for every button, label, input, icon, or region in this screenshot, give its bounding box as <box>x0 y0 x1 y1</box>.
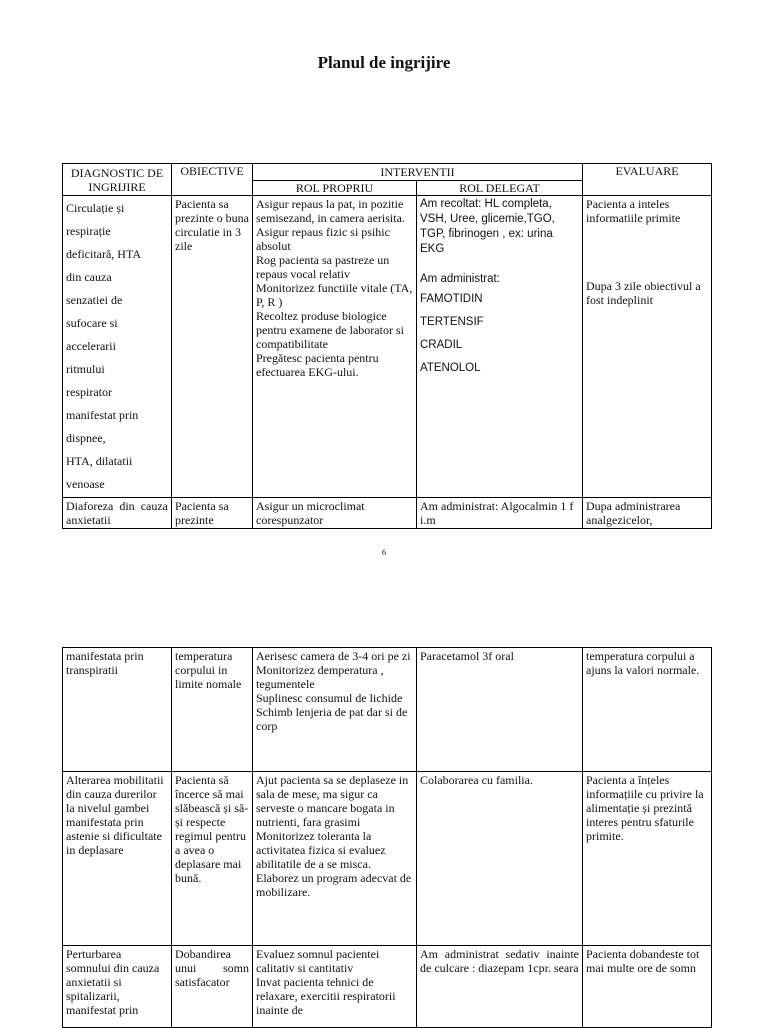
cell-obiective: Pacienta sa prezinte <box>172 498 253 529</box>
diagnostic-line: dispnee, <box>66 431 106 445</box>
evaluare-text: Dupa 3 zile obiectivul a fost indeplinit <box>586 279 701 307</box>
intervention-item: Pregătesc pacienta pentru efectuarea EKG-ului. <box>256 351 379 379</box>
intervention-item: Asigur repaus la pat, in pozitie semisezand, in camera aerisita. <box>256 197 405 225</box>
intervention-item: Evaluez somnul pacientei calitativ si cantitativ <box>256 947 380 975</box>
care-plan-table-page-1 <box>62 163 712 529</box>
header-evaluare: EVALUARE <box>583 164 712 196</box>
diagnostic-line: sufocare si <box>66 316 118 330</box>
medication-item: ATENOLOL <box>420 362 481 374</box>
header-rol-propriu: ROL PROPRIU <box>253 181 417 196</box>
cell-obiective: Pacienta sa prezinte o buna circulatie in 3 zile <box>172 196 253 498</box>
cell-evaluare: Pacienta dobandeste tot mai multe ore de somn <box>583 946 712 1028</box>
cell-evaluare: Pacienta a înțeles informațiile cu privire la alimentație și prezintă interes pentru sfaturile primite. <box>583 772 712 946</box>
intervention-item: Monitorizez functiile vitale (TA, P, R ) <box>256 281 413 309</box>
cell-evaluare <box>583 196 712 498</box>
cell-obiective: Dobandirea unui somn satisfacator <box>172 946 253 1028</box>
intervention-item: Elaborez un program adecvat de mobilizare. <box>256 871 412 899</box>
cell-evaluare: Dupa administrarea analgezicelor, <box>583 498 712 529</box>
header-obiective: OBIECTIVE <box>172 164 253 196</box>
cell-diagnostic: Alterarea mobilitatii din cauza durerilor la nivelul gambei manifestata prin astenie si dificultate in deplasare <box>63 772 172 946</box>
cell-obiective: temperatura corpului in limite nomale <box>172 648 253 772</box>
cell-diagnostic <box>63 196 172 498</box>
cell-obiective: Pacienta să încerce să mai slăbească și să-și respecte regimul pentru a avea o deplasare mai bună. <box>172 772 253 946</box>
cell-rol-delegat <box>417 196 583 498</box>
cell-rol-delegat: Paracetamol 3f oral <box>417 648 583 772</box>
page-number: 6 <box>382 548 386 557</box>
cell-diagnostic: manifestata prin transpiratii <box>63 648 172 772</box>
diagnostic-line: ritmului <box>66 362 105 376</box>
document-title: Planul de ingrijire <box>317 53 451 72</box>
diagnostic-line: respirație <box>66 224 111 238</box>
diagnostic-line: venoase <box>66 477 105 491</box>
diagnostic-line: accelerarii <box>66 339 116 353</box>
intervention-item: Rog pacienta sa pastreze un repaus vocal relativ <box>256 253 390 281</box>
intervention-item: Asigur repaus fizic si psihic absolut <box>256 225 390 253</box>
care-plan-table-page-2 <box>62 647 712 1028</box>
intervention-item: Monitorizez toleranta la activitatea fizica si evaluez abilitatile de a se misca. <box>256 829 386 871</box>
diagnostic-line: Circulație și <box>66 201 125 215</box>
cell-diagnostic: Diaforeza din cauza anxietatii <box>63 498 172 529</box>
cell-rol-delegat: Colaborarea cu familia. <box>417 772 583 946</box>
cell-rol-propriu <box>253 196 417 498</box>
recoltat-text: Am recoltat: HL completa, VSH, Uree, glicemie,TGO, TGP, fibrinogen , ex: urina EKG <box>420 198 555 255</box>
intervention-item: Aerisesc camera de 3-4 ori pe zi <box>256 649 411 663</box>
cell-evaluare: temperatura corpului a ajuns la valori normale. <box>583 648 712 772</box>
diagnostic-line: HTA, dilatatii <box>66 454 133 468</box>
intervention-item: Ajut pacienta sa se deplaseze in sala de mese, ma sigur ca serveste o mancare bogata in nutrienti, fara grasimi <box>256 773 409 829</box>
diagnostic-line: senzatiei de <box>66 293 123 307</box>
diagnostic-line: manifestat prin <box>66 408 139 422</box>
evaluare-text: Pacienta a inteles informatiile primite <box>586 197 681 225</box>
intervention-item: Schimb lenjeria de pat dar si de corp <box>256 705 408 733</box>
intervention-item: Invat pacienta tehnici de relaxare, exercitii respiratorii inainte de <box>256 975 396 1017</box>
header-rol-delegat: ROL DELEGAT <box>417 181 583 196</box>
diagnostic-line: din cauza <box>66 270 112 284</box>
medication-item: TERTENSIF <box>420 316 484 328</box>
intervention-item: Monitorizez demperatura , tegumentele <box>256 663 384 691</box>
cell-diagnostic: Perturbarea somnului din cauza anxietatii si spitalizarii, manifestat prin <box>63 946 172 1028</box>
diagnostic-line: respirator <box>66 385 112 399</box>
medication-item: CRADIL <box>420 339 463 351</box>
medication-item: FAMOTIDIN <box>420 293 483 305</box>
header-diagnostic: DIAGNOSTIC DE INGRIJIRE <box>63 164 172 196</box>
diagnostic-line: deficitară, HTA <box>66 247 141 261</box>
header-interventii: INTERVENTII <box>253 164 583 181</box>
cell-rol-propriu <box>253 648 417 772</box>
intervention-item: Recoltez produse biologice pentru examene de laborator si compatibilitate <box>256 309 404 351</box>
intervention-item: Suplinesc consumul de lichide <box>256 691 403 705</box>
cell-rol-delegat: Am administrat: Algocalmin 1 f i.m <box>417 498 583 529</box>
cell-rol-delegat: Am administrat sedativ inainte de culcare : diazepam 1cpr. seara <box>417 946 583 1028</box>
cell-rol-propriu: Asigur un microclimat corespunzator <box>253 498 417 529</box>
cell-rol-propriu <box>253 946 417 1028</box>
administrat-label: Am administrat: <box>420 273 500 285</box>
cell-rol-propriu <box>253 772 417 946</box>
